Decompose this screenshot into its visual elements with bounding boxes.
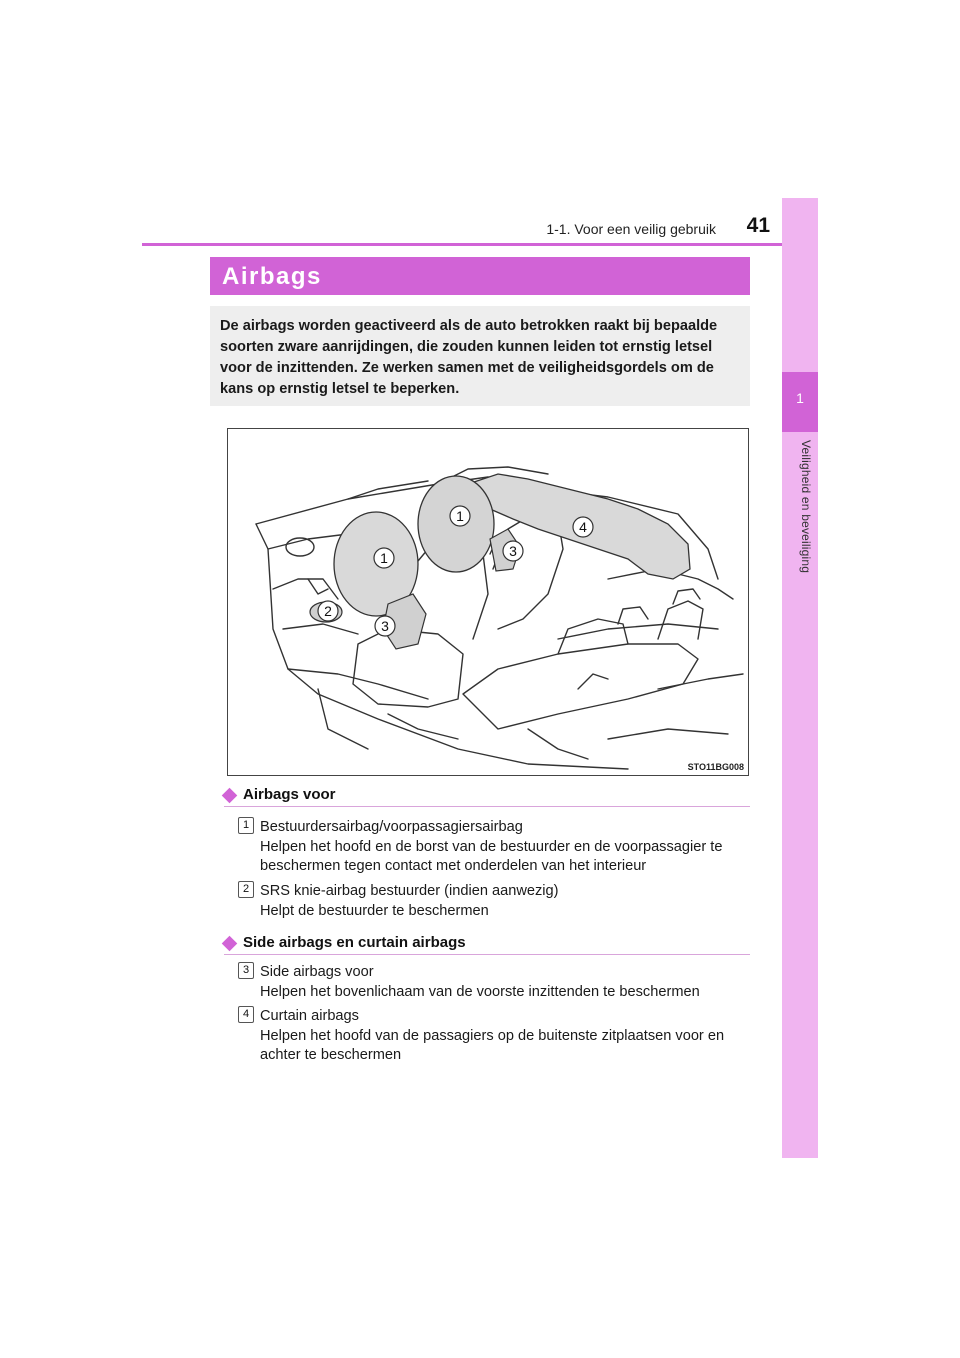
diamond-bullet-icon [222, 936, 238, 952]
callout-3-passenger-side [503, 541, 523, 561]
item-description: Helpen het hoofd en de borst van de bestuurder en de voorpassagier te beschermen tegen contact met onderdelen van het interieur [260, 838, 723, 874]
intro-text: De airbags worden geactiveerd als de auto betrokken raakt bij bepaalde soorten zware aanrijdingen, die zouden kunnen leiden tot ernstig letsel voor de inzittenden. Ze werken samen met de veiligheidsgordels om de kans op ernstig letsel te beperken. [220, 318, 718, 397]
chapter-number: 1 [796, 390, 804, 406]
intro-box [210, 306, 750, 406]
item-title: Bestuurdersairbag/voorpassagiersairbag [260, 819, 523, 835]
item-description: Helpen het bovenlichaam van de voorste inzittenden te beschermen [260, 983, 700, 1000]
callout-1-passenger [450, 506, 470, 526]
section-rule [224, 806, 750, 807]
svg-text:1: 1 [456, 508, 464, 524]
diamond-bullet-icon [222, 788, 238, 804]
item-number-badge: 2 [238, 881, 254, 898]
list-item [260, 1007, 750, 1066]
item-title: Curtain airbags [260, 1008, 359, 1024]
header-rule [142, 243, 818, 246]
svg-text:4: 4 [579, 519, 587, 535]
list-item [260, 963, 750, 1002]
list-item [260, 882, 750, 921]
header-section-title: 1-1. Voor een veilig gebruik [546, 221, 716, 237]
section-heading-side-airbags: Side airbags en curtain airbags [243, 934, 466, 951]
airbag-illustration [227, 428, 749, 776]
item-number-badge: 4 [238, 1006, 254, 1023]
section-banner [210, 257, 750, 295]
item-title: Side airbags voor [260, 964, 374, 980]
item-title: SRS knie-airbag bestuurder (indien aanwezig) [260, 883, 559, 899]
page-number: 41 [746, 214, 770, 237]
page-title: Airbags [222, 263, 322, 290]
section-rule [224, 954, 750, 955]
chapter-title: Veiligheid en beveiliging [799, 440, 813, 574]
item-description: Helpen het hoofd van de passagiers op de buitenste zitplaatsen voor en achter te beschermen [260, 1027, 725, 1063]
list-item [260, 818, 750, 877]
svg-text:2: 2 [324, 603, 332, 619]
figure-code: STO11BG008 [687, 762, 744, 772]
callout-2-knee [318, 601, 338, 621]
item-description: Helpt de bestuurder te beschermen [260, 902, 489, 919]
car-interior-drawing [228, 429, 748, 775]
svg-text:1: 1 [380, 550, 388, 566]
callout-4-curtain [573, 517, 593, 537]
svg-text:3: 3 [381, 618, 389, 634]
callout-1-driver [374, 548, 394, 568]
svg-text:3: 3 [509, 543, 517, 559]
chapter-side-tab [782, 198, 818, 1158]
section-heading-front-airbags: Airbags voor [243, 786, 336, 803]
item-number-badge: 1 [238, 817, 254, 834]
callout-3-driver-side [375, 616, 395, 636]
item-number-badge: 3 [238, 962, 254, 979]
